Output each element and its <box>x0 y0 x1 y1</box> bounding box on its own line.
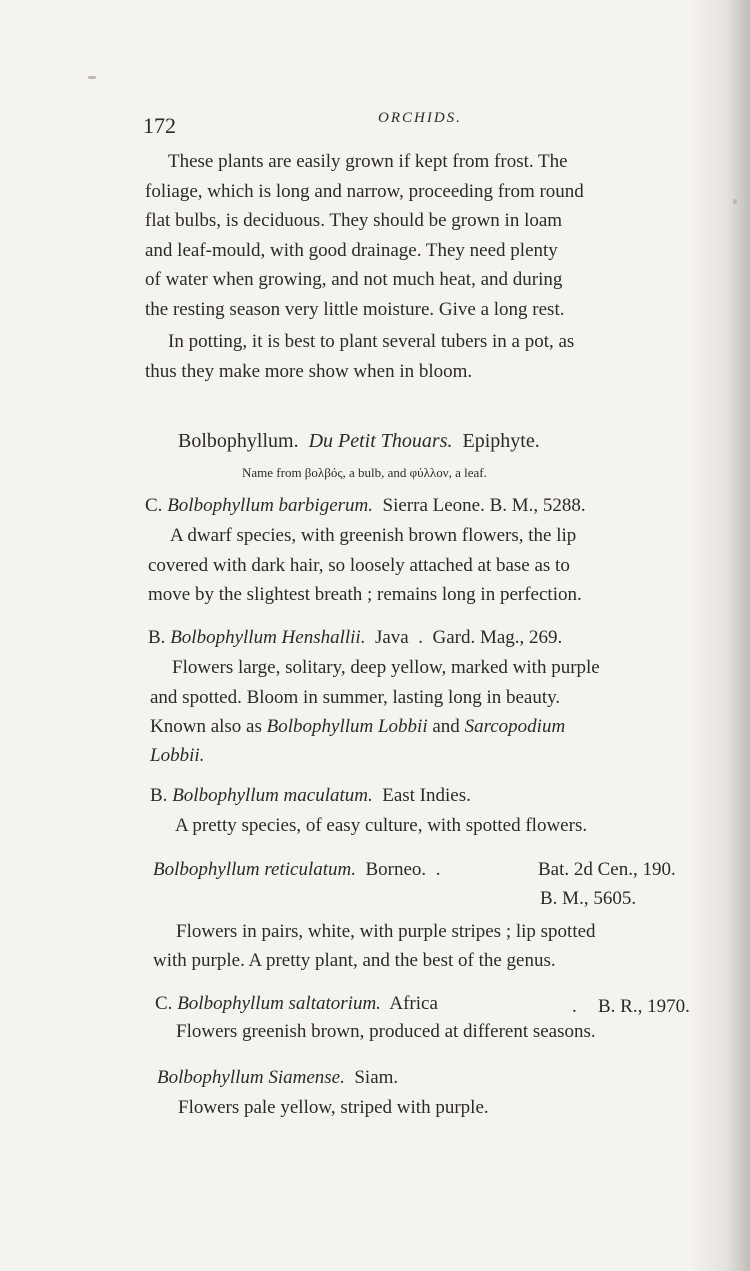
locality: Africa <box>389 993 438 1014</box>
genus-heading <box>178 430 540 453</box>
locality: East Indies. <box>382 785 471 806</box>
species-name: Bolbophyllum reticulatum. <box>153 859 356 880</box>
species-name: Bolbophyllum maculatum. <box>172 785 373 806</box>
culture-class: B. <box>150 785 168 806</box>
description-line: move by the slightest breath ; remains long in perfection. <box>148 584 582 605</box>
reference: B. R., 1970. <box>598 996 690 1017</box>
reference: Bat. 2d Cen., 190. <box>538 859 676 880</box>
intro-line: thus they make more show when in bloom. <box>145 361 473 382</box>
reference: B. M., 5605. <box>540 888 637 909</box>
intro-line: and leaf-mould, with good drainage. They need plenty <box>145 240 558 261</box>
separator-dot: . <box>418 627 423 648</box>
reference: Gard. Mag., 269. <box>432 627 563 648</box>
culture-class: C. <box>145 495 163 516</box>
description-line: and spotted. Bloom in summer, lasting long in beauty. <box>150 687 561 708</box>
intro-line: In potting, it is best to plant several tubers in a pot, as <box>168 331 575 352</box>
locality: Siam. <box>354 1067 399 1088</box>
locality: Java <box>374 627 409 648</box>
synonym-line <box>150 717 565 736</box>
running-title: ORCHIDS. <box>378 110 462 126</box>
synonym-name: Lobbii. <box>150 745 205 766</box>
species-name: Bolbophyllum barbigerum. <box>167 495 374 516</box>
etymology-note: Name from βολβός, a bulb, and φύλλον, a leaf. <box>242 465 487 480</box>
paper-speck <box>733 199 737 204</box>
separator-dot: . <box>435 859 441 880</box>
description-line: Flowers greenish brown, produced at different seasons. <box>176 1021 596 1042</box>
species-name: Bolbophyllum Henshallii. <box>170 627 366 648</box>
species-entry-henshallii <box>148 628 562 647</box>
species-entry-barbigerum <box>145 496 586 515</box>
intro-line: flat bulbs, is deciduous. They should be grown in loam <box>145 210 563 231</box>
description-line: A dwarf species, with greenish brown flowers, the lip <box>170 525 577 546</box>
intro-line: the resting season very little moisture. Give a long rest. <box>145 299 565 320</box>
genus-authority: Du Petit Thouars. <box>308 430 453 452</box>
culture-class: C. <box>155 993 173 1014</box>
description-line: with purple. A pretty plant, and the best of the genus. <box>153 950 556 971</box>
culture-class: B. <box>148 627 166 648</box>
species-entry-saltatorium <box>155 994 438 1013</box>
page-number: 172 <box>143 113 176 138</box>
species-name: Bolbophyllum Siamense. <box>157 1067 345 1088</box>
description-line: A pretty species, of easy culture, with spotted flowers. <box>175 815 588 836</box>
intro-line: These plants are easily grown if kept from frost. The <box>168 151 568 172</box>
description-line: Flowers large, solitary, deep yellow, marked with purple <box>172 657 600 678</box>
separator-dot: . <box>572 996 577 1017</box>
species-name: Bolbophyllum saltatorium. <box>177 993 381 1014</box>
species-entry-maculatum <box>150 786 471 805</box>
description-line: Flowers pale yellow, striped with purple. <box>178 1097 489 1118</box>
paper-speck <box>88 76 96 79</box>
description-line: covered with dark hair, so loosely attached at base as to <box>148 555 570 576</box>
and-word: and <box>432 716 460 737</box>
genus-habit: Epiphyte. <box>462 430 540 452</box>
intro-line: foliage, which is long and narrow, proceeding from round <box>145 181 584 202</box>
known-also-label: Known also as <box>150 716 262 737</box>
description-line: Flowers in pairs, white, with purple stripes ; lip spotted <box>176 921 596 942</box>
locality: Borneo. <box>365 859 427 880</box>
species-entry-reticulatum <box>153 860 440 879</box>
intro-line: of water when growing, and not much heat, and during <box>145 269 563 290</box>
genus-name: Bolbophyllum. <box>178 430 299 452</box>
locality-ref: Sierra Leone. B. M., 5288. <box>382 495 586 516</box>
synonym-name: Bolbophyllum Lobbii <box>266 716 428 737</box>
page-edge-shadow <box>690 0 750 1271</box>
synonym-name: Sarcopodium <box>464 716 566 737</box>
species-entry-siamense <box>157 1068 398 1087</box>
